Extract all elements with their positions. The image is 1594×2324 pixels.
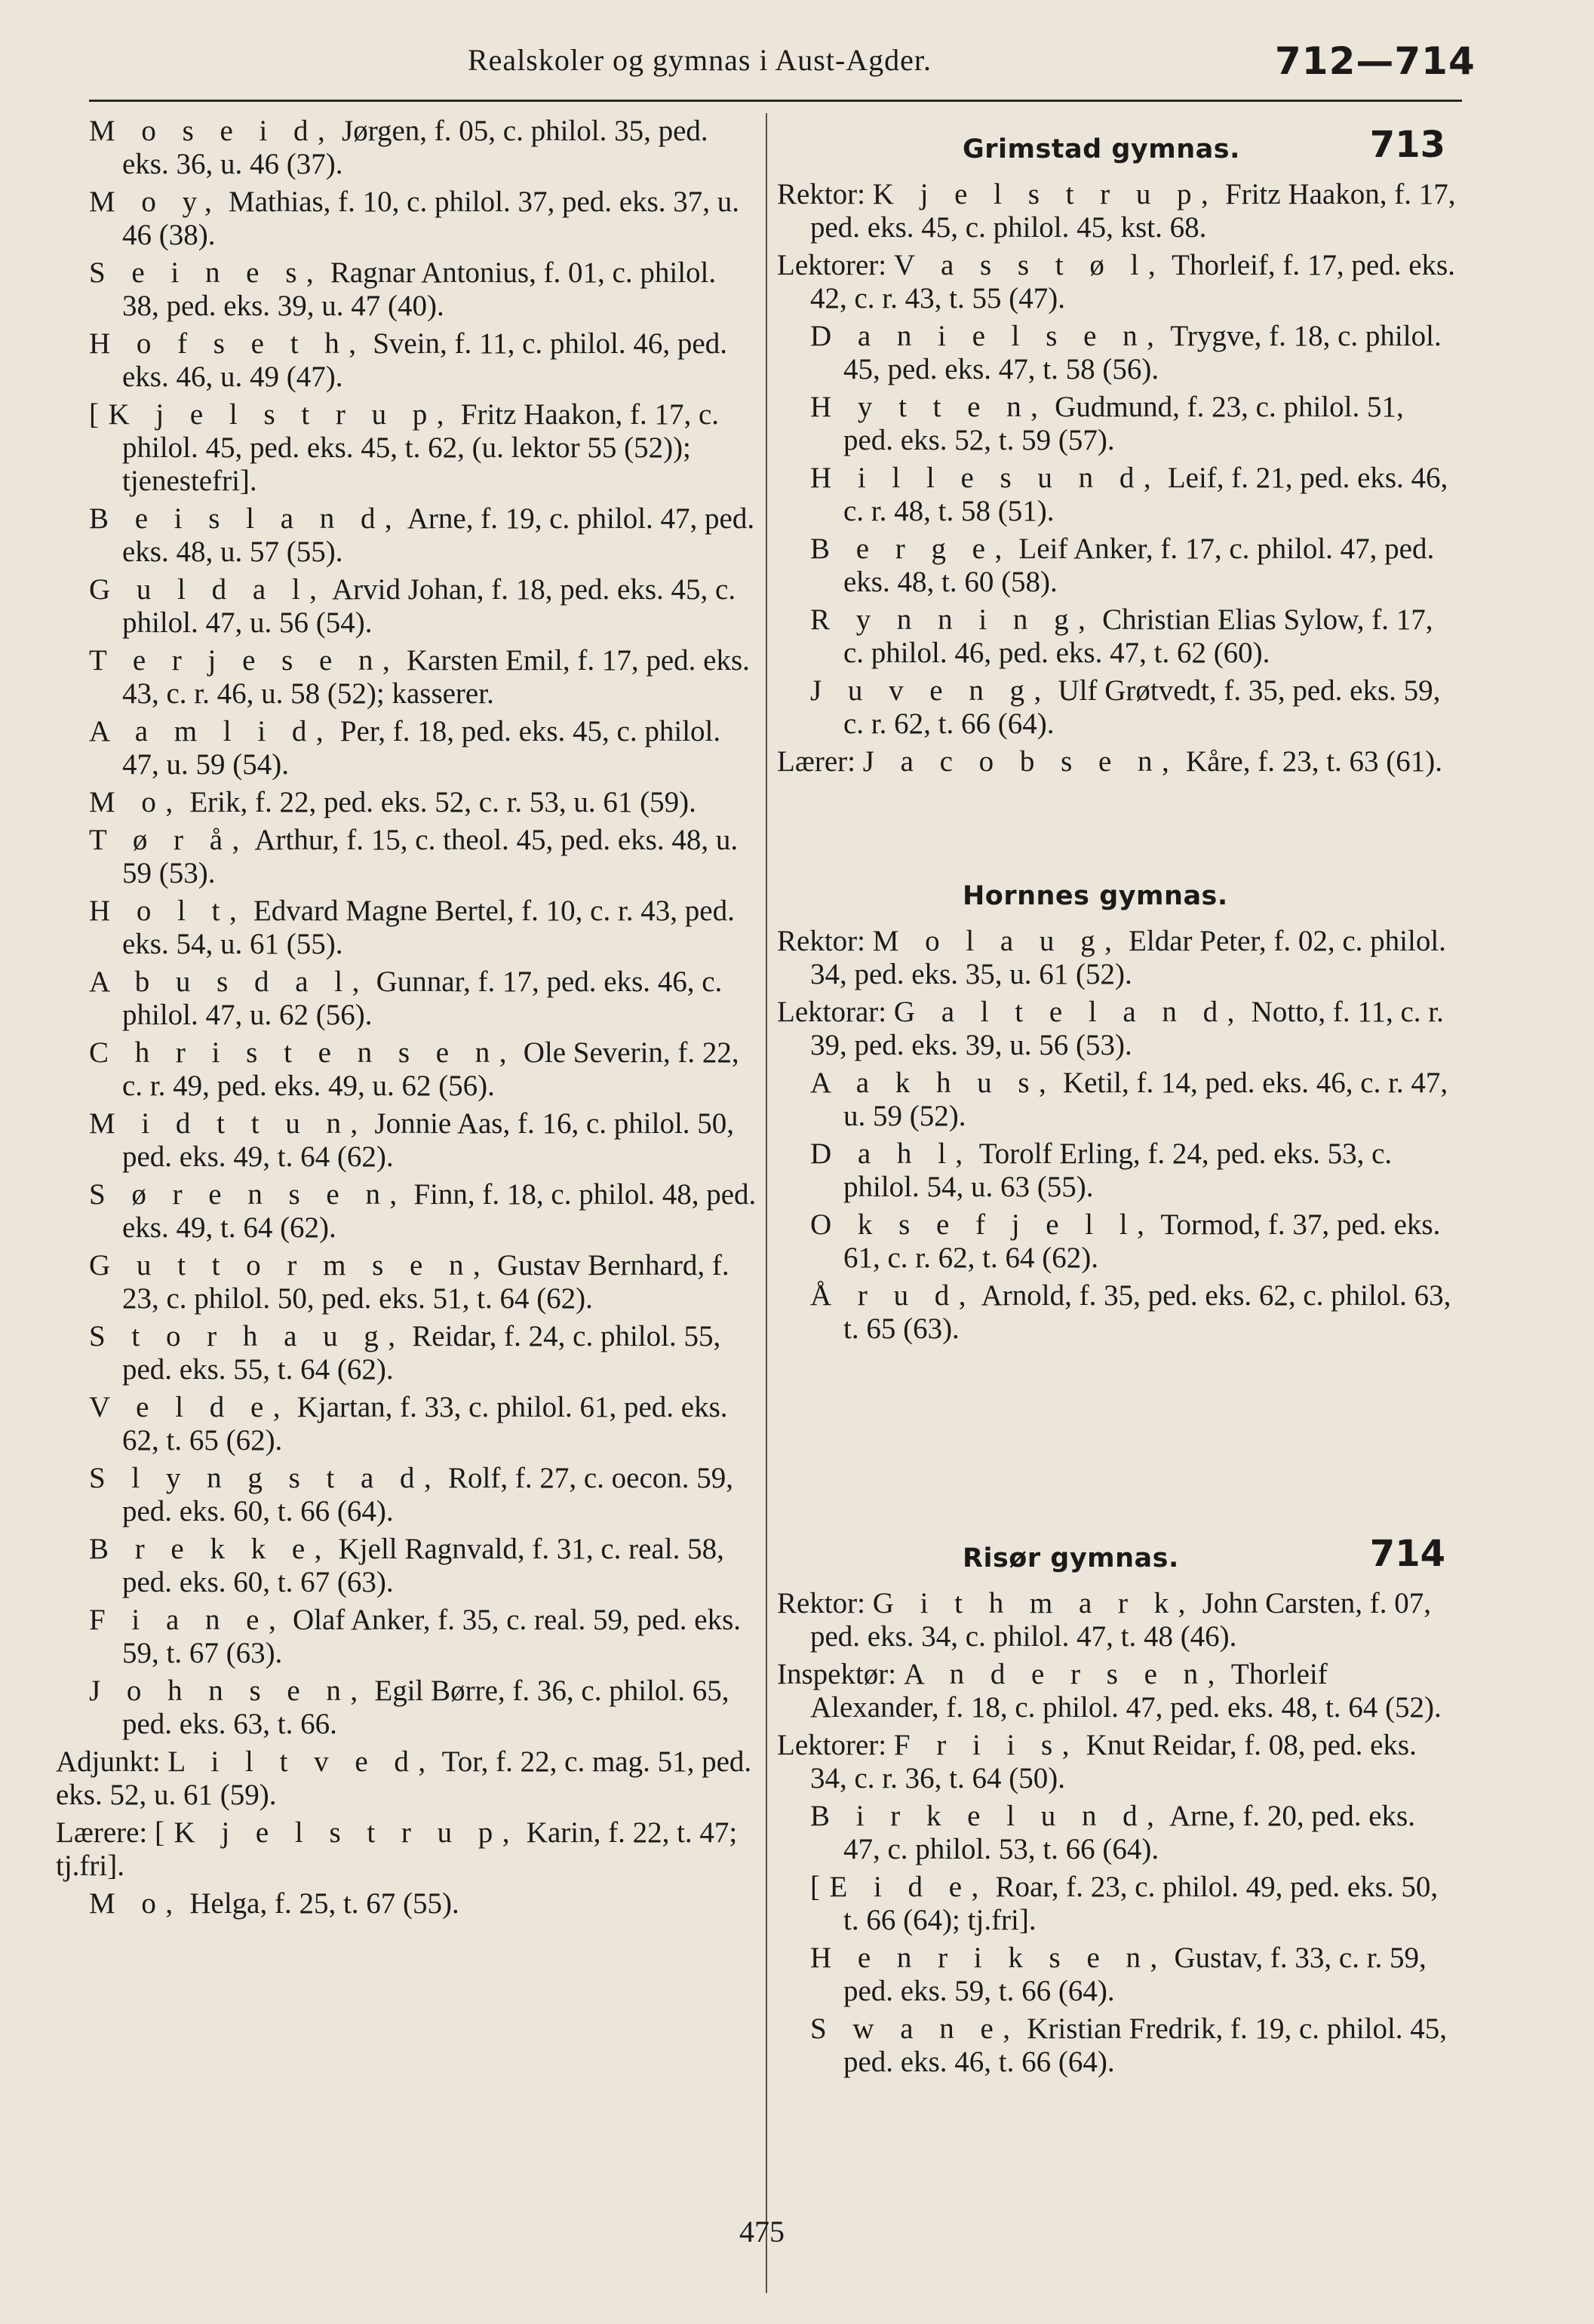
staff-entry — [89, 398, 757, 498]
person-surname: A n d e r s e n, — [903, 1658, 1224, 1690]
person-details: Notto, f. 11, c. r. 39, ped. eks. 39, u. 56 (53). — [810, 996, 1444, 1061]
staff-entry — [777, 1871, 1456, 1937]
staff-entry — [89, 186, 757, 252]
person-details: John Carsten, f. 07, ped. eks. 34, c. philol. 47, t. 48 (46). — [810, 1587, 1431, 1653]
person-details: Reidar, f. 24, c. philol. 55, ped. eks. 55, t. 64 (62). — [122, 1320, 721, 1386]
staff-entry — [777, 462, 1456, 528]
risor-lektorer — [777, 1729, 1456, 1795]
person-surname: M o l a u g, — [872, 925, 1122, 957]
hornnes-lektorar — [777, 996, 1456, 1062]
person-surname: S w a n e, — [810, 2012, 1020, 2045]
person-surname: J a c o b s e n, — [862, 745, 1179, 778]
person-surname: G a l t e l a n d, — [893, 996, 1244, 1028]
person-details: Roar, f. 23, c. philol. 49, ped. eks. 50, t. 66 (64); tj.fri]. — [843, 1871, 1439, 1936]
section-title: Risør gymnas. — [963, 1543, 1179, 1573]
role-label: Rektor: — [777, 178, 865, 210]
person-surname: Å r u d, — [810, 1279, 975, 1312]
person-details: Karsten Emil, f. 17, ped. eks. 43, c. r. 46, u. 58 (52); kasserer. — [122, 644, 750, 710]
grimstad-rektor — [777, 178, 1456, 244]
page-header-range: 712—714 — [1275, 39, 1476, 83]
person-surname: [K j e l s t r u p, — [89, 398, 454, 431]
section-number: 714 — [1369, 1533, 1445, 1575]
right-column — [777, 115, 1456, 2083]
adjunkt-entry — [56, 1745, 757, 1812]
staff-entry — [89, 1604, 757, 1670]
staff-entry — [89, 644, 757, 711]
person-surname: H o l t, — [89, 895, 247, 927]
role-label: Inspektør: — [777, 1658, 897, 1690]
person-surname: D a n i e l s e n, — [810, 320, 1164, 352]
person-surname: M o y, — [89, 186, 222, 218]
person-details: Gudmund, f. 23, c. philol. 51, ped. eks. 52, t. 59 (57). — [843, 391, 1404, 456]
person-details: Arne, f. 20, ped. eks. 47, c. philol. 53, t. 66 (64). — [843, 1800, 1415, 1865]
person-surname: F r i i s, — [893, 1729, 1079, 1761]
staff-entry — [89, 824, 757, 890]
role-label: Lærer: — [777, 745, 855, 778]
person-surname: O k s e f j e l l, — [810, 1208, 1154, 1241]
person-details: Christian Elias Sylow, f. 17, c. philol. 46, ped. eks. 47, t. 62 (60). — [843, 603, 1433, 669]
person-details: Ketil, f. 14, ped. eks. 46, c. r. 47, u. 59 (52). — [843, 1067, 1448, 1132]
grimstad-heading — [777, 124, 1456, 166]
staff-entry — [89, 1249, 757, 1316]
staff-entry — [777, 533, 1456, 599]
person-surname: M o, — [89, 1887, 183, 1920]
person-surname: C h r i s t e n s e n, — [89, 1036, 516, 1069]
person-surname: G u l d a l, — [89, 573, 327, 606]
person-surname: B i r k e l u n d, — [810, 1800, 1164, 1832]
section-title: Hornnes gymnas. — [963, 881, 1228, 911]
person-details: Arvid Johan, f. 18, ped. eks. 45, c. philol. 47, u. 56 (54). — [122, 573, 736, 639]
person-surname: M o, — [89, 786, 183, 818]
role-label: Lærere: — [56, 1816, 148, 1849]
person-details: Ulf Grøtvedt, f. 35, ped. eks. 59, c. r. 62, t. 66 (64). — [843, 674, 1441, 740]
person-surname: G u t t o r m s e n, — [89, 1249, 490, 1282]
risor-rektor — [777, 1587, 1456, 1653]
person-details: Edvard Magne Bertel, f. 10, c. r. 43, ped. eks. 54, u. 61 (55). — [122, 895, 735, 960]
risor-inspektor — [777, 1658, 1456, 1724]
staff-entry — [777, 1279, 1456, 1346]
person-surname: J o h n s e n, — [89, 1675, 367, 1707]
person-surname: V e l d e, — [89, 1391, 290, 1423]
staff-entry — [89, 256, 757, 323]
staff-entry — [89, 1320, 757, 1386]
staff-entry — [89, 327, 757, 394]
section-number: 713 — [1369, 124, 1445, 166]
person-details: Gustav, f. 33, c. r. 59, ped. eks. 59, t. 66 (64). — [843, 1942, 1427, 2007]
staff-entry — [89, 966, 757, 1032]
laerere-entry — [56, 1816, 757, 1883]
role-label: Adjunkt: — [56, 1745, 161, 1778]
column-divider — [766, 113, 767, 2293]
person-details: Erik, f. 22, ped. eks. 52, c. r. 53, u. 61 (59). — [182, 786, 696, 818]
staff-entry — [89, 895, 757, 961]
person-details: Leif, f. 21, ped. eks. 46, c. r. 48, t. 58 (51). — [843, 462, 1448, 527]
person-surname: S e i n e s, — [89, 256, 324, 289]
person-surname: A b u s d a l, — [89, 966, 369, 998]
staff-entry — [777, 320, 1456, 386]
person-details: Thorleif Alexander, f. 18, c. philol. 47, ped. eks. 48, t. 64 (52). — [810, 1658, 1442, 1724]
person-surname: [K j e l s t r u p, — [155, 1816, 520, 1849]
person-surname: R y n n i n g, — [810, 603, 1095, 636]
person-details: Tor, f. 22, c. mag. 51, ped. eks. 52, u. 61 (59). — [56, 1745, 752, 1811]
person-details: Tormod, f. 37, ped. eks. 61, c. r. 62, t. 64 (62). — [843, 1208, 1441, 1274]
staff-entry — [89, 1675, 757, 1741]
person-details: Arthur, f. 15, c. theol. 45, ped. eks. 48, u. 59 (53). — [122, 824, 739, 889]
person-surname: T ø r å, — [89, 824, 249, 856]
person-surname: B r e k k e, — [89, 1533, 331, 1565]
person-details: Helga, f. 25, t. 67 (55). — [182, 1887, 459, 1920]
person-details: Torolf Erling, f. 24, ped. eks. 53, c. philol. 54, u. 63 (55). — [843, 1137, 1393, 1203]
person-details: Svein, f. 11, c. philol. 46, ped. eks. 46, u. 49 (47). — [122, 327, 727, 393]
person-details: Fritz Haakon, f. 17, c. philol. 45, ped. eks. 45, t. 62, (u. lektor 55 (52)); tjenestefri]. — [122, 398, 720, 497]
person-surname: H o f s e t h, — [89, 327, 366, 360]
staff-entry — [777, 1800, 1456, 1866]
person-details: Ragnar Antonius, f. 01, c. philol. 38, ped. eks. 39, u. 47 (40). — [122, 256, 717, 322]
risor-heading — [777, 1533, 1456, 1575]
person-details: Jonnie Aas, f. 16, c. philol. 50, ped. eks. 49, t. 64 (62). — [122, 1107, 735, 1173]
person-surname: D a h l, — [810, 1137, 972, 1170]
staff-entry — [89, 1391, 757, 1457]
grimstad-lektorer — [777, 249, 1456, 315]
staff-entry — [89, 573, 757, 640]
person-details: Kåre, f. 23, t. 63 (61). — [1178, 745, 1443, 778]
person-details: Jørgen, f. 05, c. philol. 35, ped. eks. 36, u. 46 (37). — [122, 115, 708, 180]
person-details: Rolf, f. 27, c. oecon. 59, ped. eks. 60, t. 66 (64). — [122, 1462, 734, 1527]
staff-entry — [777, 2012, 1456, 2079]
person-surname: M i d t t u n, — [89, 1107, 367, 1140]
role-label: Lektorar: — [777, 996, 887, 1028]
staff-entry — [777, 1067, 1456, 1133]
person-details: Finn, f. 18, c. philol. 48, ped. eks. 49, t. 64 (62). — [122, 1178, 757, 1244]
staff-entry — [777, 1942, 1456, 2008]
person-surname: V a s s t ø l, — [893, 249, 1166, 281]
person-surname: A a k h u s, — [810, 1067, 1056, 1099]
person-details: Kristian Fredrik, f. 19, c. philol. 45, ped. eks. 46, t. 66 (64). — [843, 2012, 1448, 2078]
person-details: Kjell Ragnvald, f. 31, c. real. 58, ped. eks. 60, t. 67 (63). — [122, 1533, 724, 1598]
person-surname: S ø r e n s e n, — [89, 1178, 407, 1211]
staff-entry — [89, 1107, 757, 1174]
left-entry-list — [89, 115, 757, 1741]
role-label: Lektorer: — [777, 1729, 887, 1761]
hornnes-rektor — [777, 925, 1456, 991]
person-surname: S t o r h a u g, — [89, 1320, 405, 1352]
role-label: Rektor: — [777, 925, 865, 957]
person-surname: G i t h m a r k, — [872, 1587, 1195, 1619]
staff-entry — [777, 1137, 1456, 1204]
staff-entry — [89, 1462, 757, 1528]
staff-entry — [89, 1036, 757, 1103]
person-details: Trygve, f. 18, c. philol. 45, ped. eks. 47, t. 58 (56). — [843, 320, 1442, 385]
staff-entry — [89, 115, 757, 181]
person-details: Leif Anker, f. 17, c. philol. 47, ped. eks. 48, t. 60 (58). — [843, 533, 1435, 598]
person-details: Olaf Anker, f. 35, c. real. 59, ped. eks. 59, t. 67 (63). — [122, 1604, 742, 1669]
person-details: Karin, f. 22, t. 47; tj.fri]. — [56, 1816, 738, 1882]
person-surname: J u v e n g, — [810, 674, 1051, 707]
person-details: Mathias, f. 10, c. philol. 37, ped. eks. 37, u. 46 (38). — [122, 186, 740, 251]
person-surname: H i l l e s u n d, — [810, 462, 1161, 494]
person-surname: S l y n g s t a d, — [89, 1462, 441, 1494]
role-label: Lektorer: — [777, 249, 887, 281]
header-rule — [89, 100, 1462, 102]
grimstad-entry-list — [777, 320, 1456, 741]
page-header-title: Realskoler og gymnas i Aust-Agder. — [468, 43, 932, 77]
hornnes-heading — [777, 875, 1456, 913]
staff-entry — [89, 786, 757, 819]
staff-entry — [777, 1208, 1456, 1275]
staff-entry — [89, 1178, 757, 1245]
staff-entry — [89, 502, 757, 569]
person-surname: M o s e i d, — [89, 115, 335, 147]
staff-entry — [777, 674, 1456, 741]
person-details: Fritz Haakon, f. 17, ped. eks. 45, c. philol. 45, kst. 68. — [810, 178, 1456, 244]
person-details: Egil Børre, f. 36, c. philol. 65, ped. eks. 63, t. 66. — [122, 1675, 729, 1740]
laerere-entry-2 — [89, 1887, 757, 1920]
staff-entry — [89, 715, 757, 781]
person-details: Per, f. 18, ped. eks. 45, c. philol. 47, u. 59 (54). — [122, 715, 721, 781]
person-details: Arne, f. 19, c. philol. 47, ped. eks. 48, u. 57 (55). — [122, 502, 755, 568]
person-surname: B e r g e, — [810, 533, 1012, 565]
page-number: 475 — [739, 2215, 785, 2249]
risor-entry-list — [777, 1800, 1456, 2079]
left-column — [56, 115, 757, 1925]
person-surname: T e r j e s e n, — [89, 644, 400, 677]
person-surname: L i l t v e d, — [167, 1745, 435, 1778]
staff-entry — [89, 1533, 757, 1599]
person-details: Kjartan, f. 33, c. philol. 61, ped. eks. 62, t. 65 (62). — [122, 1391, 728, 1457]
person-surname: B e i s l a n d, — [89, 502, 402, 535]
grimstad-laerer — [777, 745, 1456, 778]
person-details: Gustav Bernhard, f. 23, c. philol. 50, ped. eks. 51, t. 64 (62). — [122, 1249, 729, 1315]
person-surname: H y t t e n, — [810, 391, 1048, 423]
section-title: Grimstad gymnas. — [963, 134, 1240, 164]
role-label: Rektor: — [777, 1587, 865, 1619]
person-details: Thorleif, f. 17, ped. eks. 42, c. r. 43, t. 55 (47). — [810, 249, 1455, 315]
person-details: Arnold, f. 35, ped. eks. 62, c. philol. 63, t. 65 (63). — [843, 1279, 1451, 1345]
staff-entry — [777, 391, 1456, 457]
person-surname: F i a n e, — [89, 1604, 286, 1636]
person-details: Eldar Peter, f. 02, c. philol. 34, ped. eks. 35, u. 61 (52). — [810, 925, 1446, 990]
hornnes-entry-list — [777, 1067, 1456, 1346]
person-surname: [E i d e, — [810, 1871, 988, 1903]
person-surname: A a m l i d, — [89, 715, 333, 748]
person-details: Ole Severin, f. 22, c. r. 49, ped. eks. 49, u. 62 (56). — [122, 1036, 739, 1102]
person-surname: K j e l s t r u p, — [872, 178, 1218, 210]
person-details: Gunnar, f. 17, ped. eks. 46, c. philol. 47, u. 62 (56). — [122, 966, 723, 1031]
staff-entry — [777, 603, 1456, 670]
person-details: Knut Reidar, f. 08, ped. eks. 34, c. r. 36, t. 64 (50). — [810, 1729, 1417, 1794]
person-surname: H e n r i k s e n, — [810, 1942, 1167, 1974]
